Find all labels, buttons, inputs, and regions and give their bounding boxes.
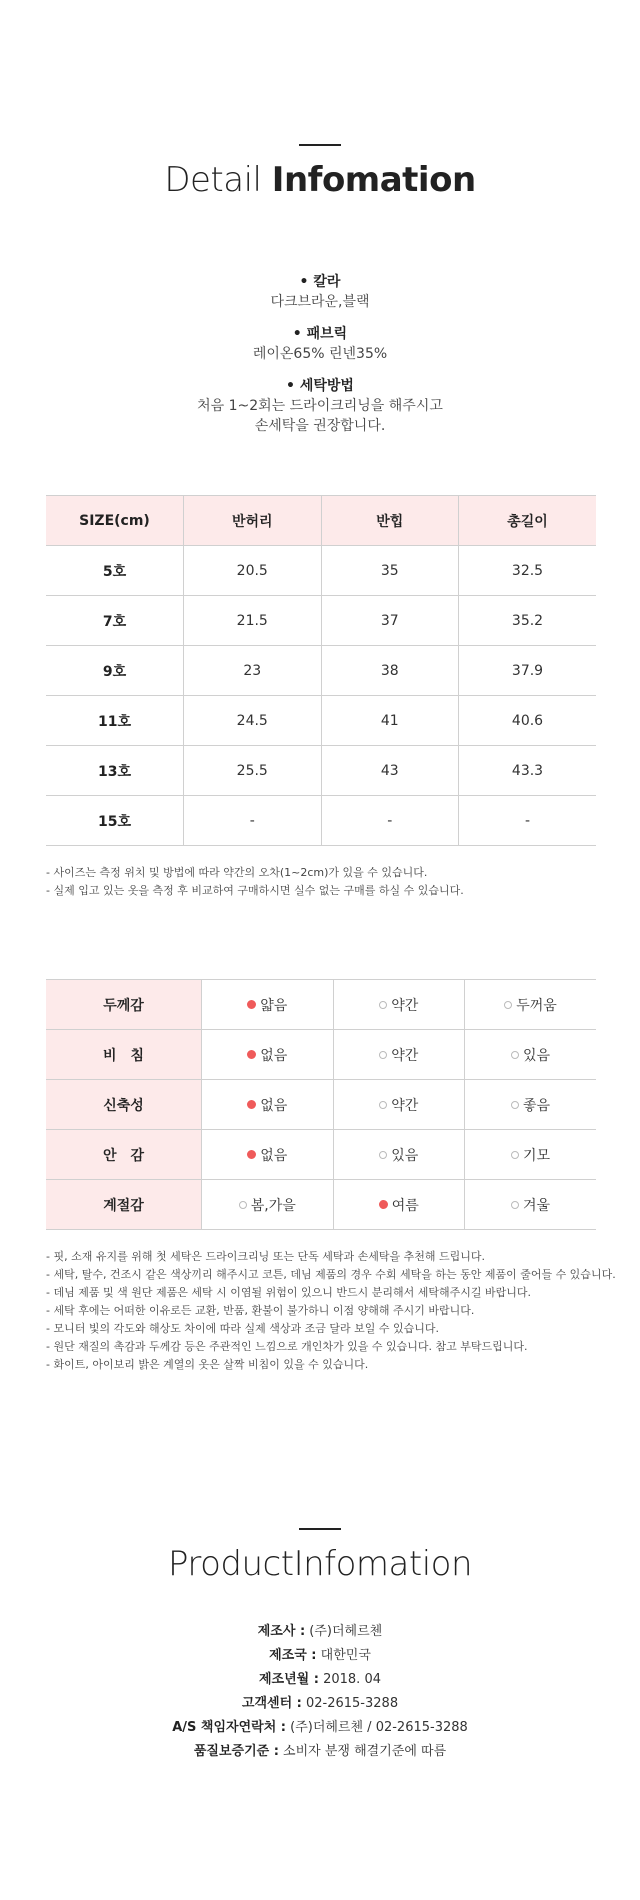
option-label: 약간 [391,997,419,1014]
size-cell: 15호 [46,796,184,846]
table-row [46,980,596,1030]
fabric-label: 안 감 [46,1130,202,1180]
option-label: 없음 [260,1047,288,1064]
detail-title: Detail Infomation [164,160,476,200]
size-cell: 5호 [46,546,184,596]
option [465,1180,597,1230]
header-cell: 반허리 [184,496,322,546]
spec-fabric: • 패브릭 레이온65% 린넨35% [252,326,388,362]
care-notes: - 핏, 소재 유지를 위해 첫 세탁은 드라이크리닝 또는 단독 세탁과 손세탁을 추천해 드립니다. - 세탁, 탈수, 건조시 같은 색상끼리 해주시고 코튼, 데님 제품의 경우 수회 세탁을 하는 동안 제품이 줄어들 수 있습니다. - 데님 제품 및 색 원단 제품은 세탁 시 이염될 위험이 있으니 반드시 분리해서 세탁해주시길 바랍니다. - 세탁 후에는 어떠한 이유로든 교환, 반품, 환불이 불가하니 이점 양해해 주시기 바랍니다. - 모니터 빛의 각도와 해상도 차이에 따라 실제 색상과 조금 달라 보일 수 있습니다. - 원단 재질의 촉감과 두께감 등은 주관적인 느낌으로 개인차가 있을 수 있습니다. 참고 부탁드립니다. - 화이트, 아이보리 밝은 계열의 옷은 살짝 비침이 있을 수 있습니다. [46,1250,616,1371]
waist-cell: - [184,796,322,846]
info-row: 품질보증기준 : 소비자 분쟁 해결기준에 따름 [193,1744,447,1759]
table-row [46,1180,596,1230]
radio-filled-icon [247,1150,256,1159]
size-cell: 13호 [46,746,184,796]
option-label: 두꺼움 [516,997,557,1014]
option-label: 없음 [260,1097,288,1114]
radio-empty-icon [379,1001,387,1009]
fabric-label: 계절감 [46,1180,202,1230]
radio-empty-icon [511,1201,519,1209]
length-cell: 43.3 [459,746,597,796]
spec-washing: • 세탁방법 처음 1~2회는 드라이크리닝을 해주시고 손세탁을 권장합니다. [197,378,443,434]
table-row [46,746,596,796]
size-table [46,495,596,846]
radio-filled-icon [247,1000,256,1009]
option-label: 여름 [391,1197,419,1214]
option-label: 얇음 [260,997,288,1014]
heading-rule [299,1528,341,1530]
option-label: 있음 [391,1147,419,1164]
table-row [46,546,596,596]
waist-cell: 21.5 [184,596,322,646]
radio-empty-icon [379,1051,387,1059]
radio-empty-icon [504,1001,512,1009]
size-cell: 9호 [46,646,184,696]
detail-heading [0,144,640,200]
option [202,1180,334,1230]
table-row [46,1130,596,1180]
radio-filled-icon [247,1100,256,1109]
spec-color: • 칼라 다크브라운,블랙 [270,274,370,310]
radio-empty-icon [511,1101,519,1109]
waist-cell: 23 [184,646,322,696]
radio-empty-icon [379,1101,387,1109]
option-label: 좋음 [522,1097,551,1114]
info-row: 고객센터 : 02-2615-3288 [241,1696,399,1711]
hip-cell: 43 [321,746,459,796]
table-row [46,696,596,746]
length-cell: 40.6 [459,696,597,746]
length-cell: 32.5 [459,546,597,596]
radio-empty-icon [511,1051,519,1059]
option-selected [202,980,334,1030]
info-row: A/S 책임자연락처 : (주)더헤르첸 / 02-2615-3288 [172,1720,468,1735]
option [333,1130,465,1180]
waist-cell: 25.5 [184,746,322,796]
table-row [46,1030,596,1080]
option [465,1080,597,1130]
heading-rule [299,144,341,146]
info-row: 제조년월 : 2018. 04 [259,1672,381,1687]
option-label: 있음 [522,1047,551,1064]
table-row [46,1080,596,1130]
option-label: 약간 [391,1047,419,1064]
option-label: 겨울 [522,1197,551,1214]
option [465,1130,597,1180]
waist-cell: 20.5 [184,546,322,596]
product-info [0,1620,640,1764]
option [465,1030,597,1080]
option-selected [202,1030,334,1080]
option-label: 봄,가을 [250,1197,296,1214]
length-cell: - [459,796,597,846]
radio-filled-icon [247,1050,256,1059]
table-row [46,646,596,696]
size-cell: 7호 [46,596,184,646]
header-cell: 총길이 [459,496,597,546]
hip-cell: 35 [321,546,459,596]
option-label: 없음 [260,1147,288,1164]
length-cell: 37.9 [459,646,597,696]
hip-cell: 41 [321,696,459,746]
info-row: 제조사 : (주)더헤르첸 [257,1624,383,1639]
table-row [46,796,596,846]
header-cell: SIZE(cm) [46,496,184,546]
radio-empty-icon [511,1151,519,1159]
hip-cell: - [321,796,459,846]
info-row: 제조국 : 대한민국 [269,1648,371,1663]
length-cell: 35.2 [459,596,597,646]
option-selected [202,1080,334,1130]
header-cell: 반힙 [321,496,459,546]
hip-cell: 37 [321,596,459,646]
waist-cell: 24.5 [184,696,322,746]
fabric-label: 비 침 [46,1030,202,1080]
size-table-header [46,496,596,546]
product-title: ProductInfomation [167,1544,473,1584]
option-selected [202,1130,334,1180]
option [333,1080,465,1130]
option [333,1030,465,1080]
spec-list [0,272,640,448]
radio-empty-icon [379,1151,387,1159]
table-row [46,596,596,646]
option-label: 약간 [391,1097,419,1114]
fabric-table [46,979,596,1230]
option [333,980,465,1030]
radio-empty-icon [239,1201,247,1209]
option-selected [333,1180,465,1230]
option [465,980,597,1030]
size-notes: - 사이즈는 측정 위치 및 방법에 따라 약간의 오차(1~2cm)가 있을 수 있습니다. - 실제 입고 있는 옷을 측정 후 비교하여 구매하시면 실수 없는 구매를 하실 수 있습니다. [46,866,464,897]
product-heading [0,1528,640,1584]
size-cell: 11호 [46,696,184,746]
option-label: 기모 [522,1147,551,1164]
fabric-label: 신축성 [46,1080,202,1130]
fabric-label: 두께감 [46,980,202,1030]
radio-filled-icon [379,1200,388,1209]
hip-cell: 38 [321,646,459,696]
